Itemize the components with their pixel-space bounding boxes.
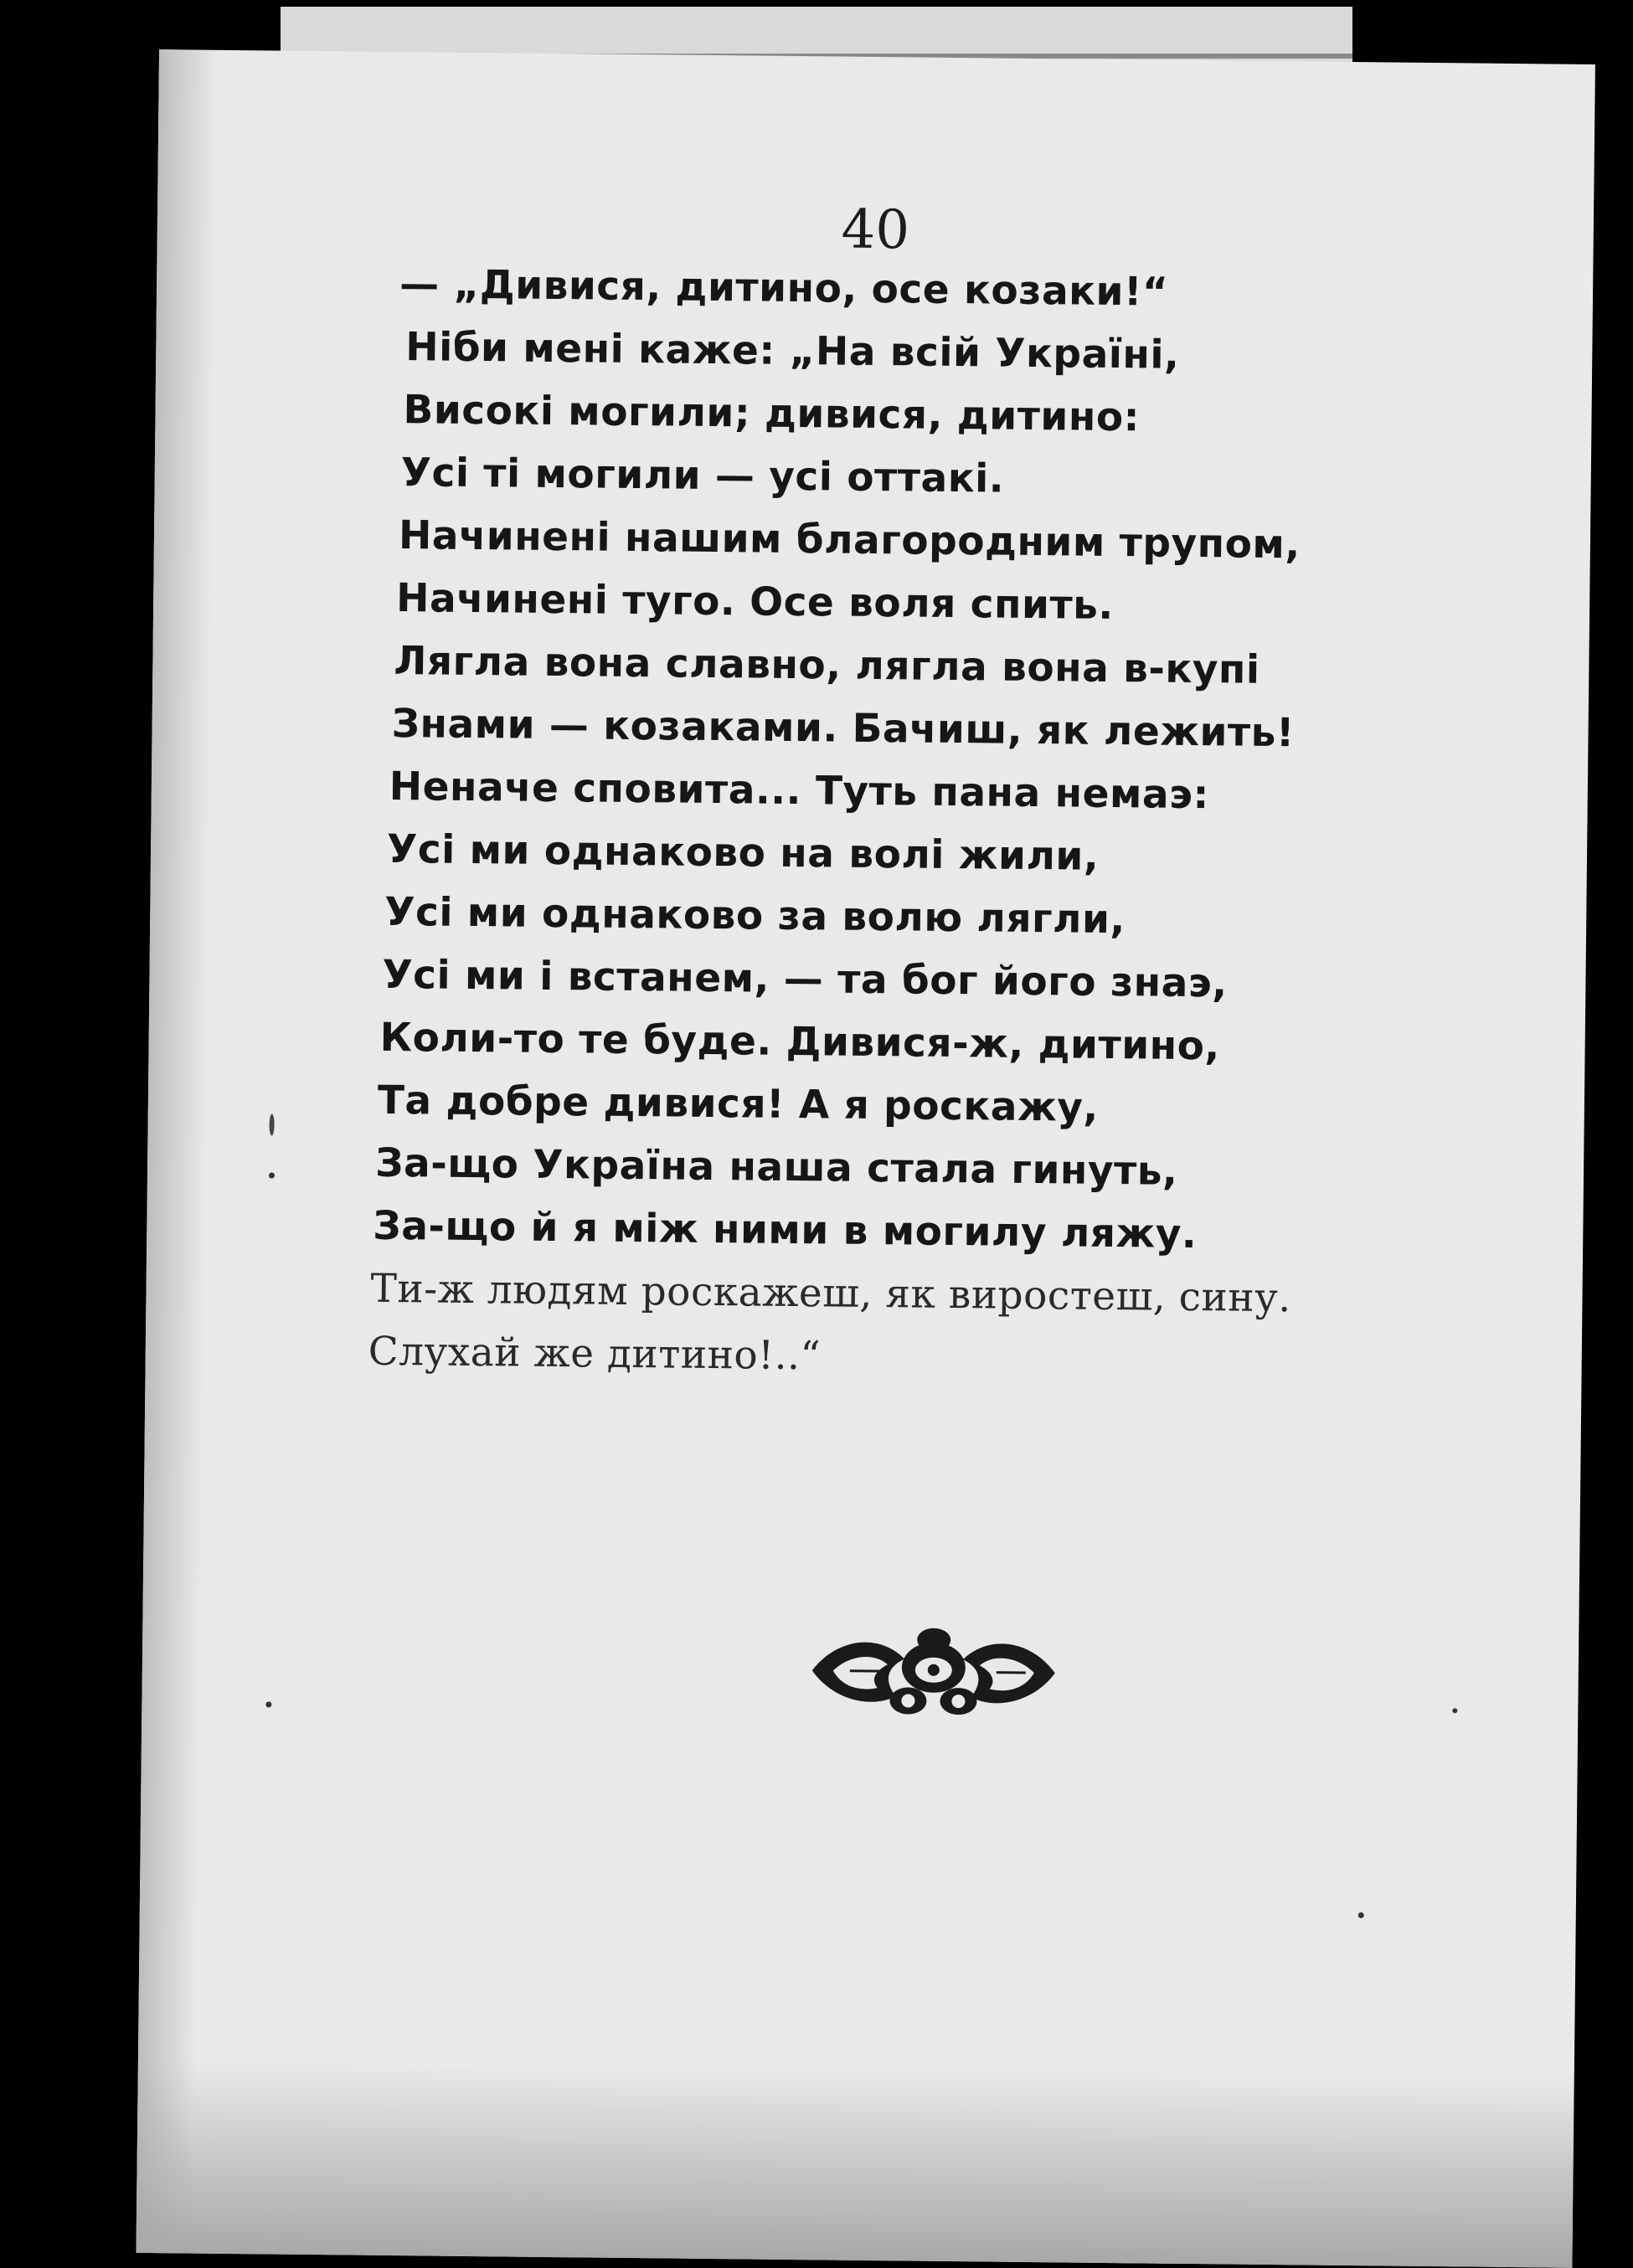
poem-line: Слухай же дитино!..“ xyxy=(368,1328,822,1380)
page-shadow-bottom xyxy=(136,2060,1574,2268)
poem-line: Усі ми і встанем, — та бог його знаэ, xyxy=(382,951,1228,1007)
poem-line: Неначе сповита... Туть пана немаэ: xyxy=(389,763,1210,819)
poem-text xyxy=(144,49,1595,1488)
margin-mark xyxy=(1452,1708,1457,1713)
margin-mark xyxy=(265,1701,271,1707)
poem-line: За-що й я між ними в могилу ляжу. xyxy=(373,1202,1198,1258)
poem-line: — „Дивися, дитино, осе козаки!“ xyxy=(399,261,1169,316)
poem-line: Та добре дивися! А я роскажу, xyxy=(377,1077,1100,1131)
acorn-leaf-ornament xyxy=(803,1620,1064,1723)
page-number: 40 xyxy=(841,198,910,262)
poem-line: Усі ми однаково за волю лягли, xyxy=(384,888,1126,944)
margin-mark xyxy=(269,1172,275,1178)
poem-line: За-що Україна наша стала гинуть, xyxy=(374,1139,1178,1195)
margin-mark xyxy=(1358,1912,1364,1918)
poem-line: Начинені нашим благородним трупом, xyxy=(398,512,1301,568)
poem-line: Коли-то те буде. Дивися-ж, дитино, xyxy=(379,1014,1221,1070)
poem-line: Усі ті могили — усі оттакі. xyxy=(400,450,1005,502)
poem-line: Високі могили; дивися, дитино: xyxy=(403,387,1141,441)
book-page xyxy=(136,49,1594,2268)
poem-line: Начинені туго. Осе воля спить. xyxy=(395,575,1115,629)
poem-line: Ти-ж людям роскажеш, як виростеш, сину. xyxy=(370,1265,1292,1322)
poem-line: Ніби мені каже: „На всій Україні, xyxy=(405,324,1180,378)
poem-line: Знами — козаками. Бачиш, як лежить! xyxy=(391,700,1296,757)
poem-line: Лягла вона славно, лягла вона в-купі xyxy=(394,637,1260,693)
poem-line: Усі ми однаково на волі жили, xyxy=(386,825,1100,880)
